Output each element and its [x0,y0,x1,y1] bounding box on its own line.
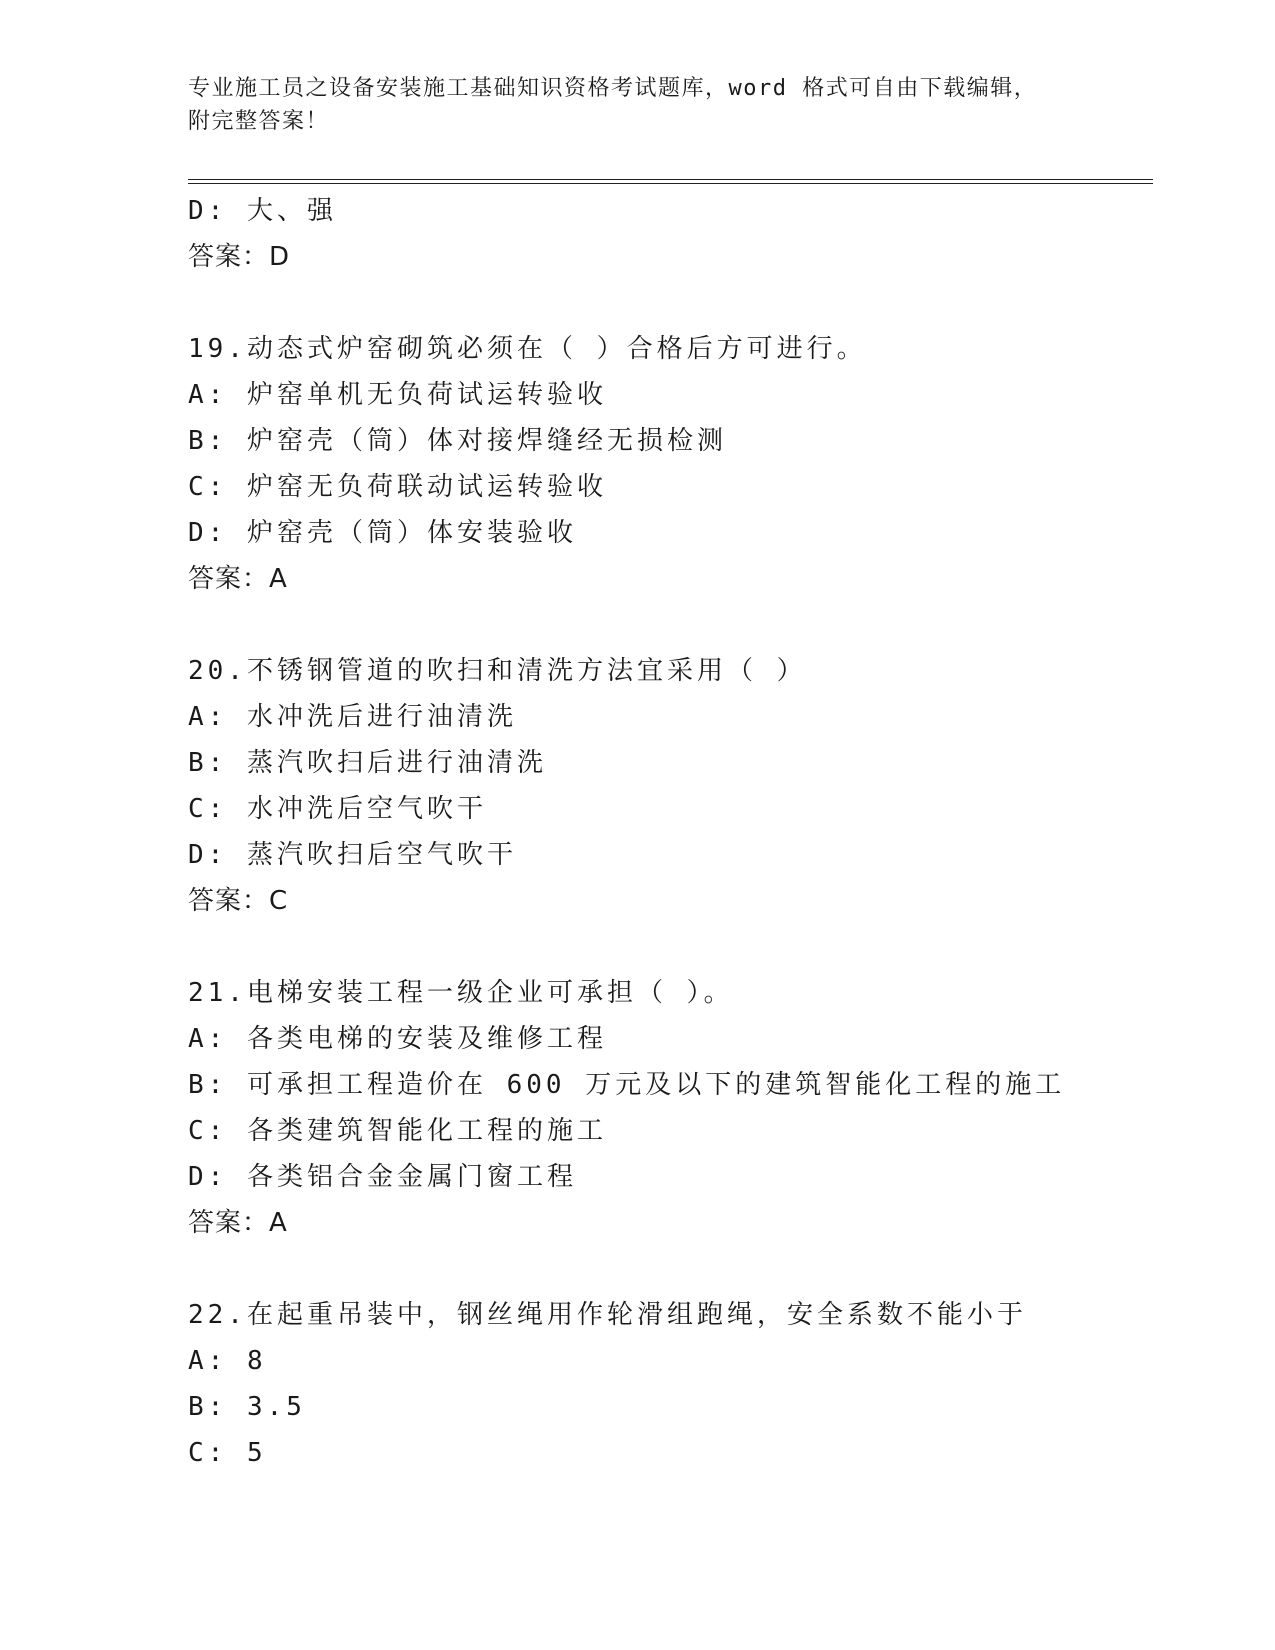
option-a: A: 8 [188,1346,267,1376]
header-divider-top [188,179,1153,180]
option-c: C: 5 [188,1438,267,1468]
answer: 答案：A [188,564,288,594]
option-a: A: 炉窑单机无负荷试运转验收 [188,380,607,410]
q18-answer: 答案：D [188,242,291,272]
option-b: B: 炉窑壳（筒）体对接焊缝经无损检测 [188,426,727,456]
header-title-line-2: 附完整答案！ [188,109,330,134]
option-d: D: 蒸汽吹扫后空气吹干 [188,840,517,870]
spacer [188,602,1153,648]
option-a: A: 各类电梯的安装及维修工程 [188,1024,607,1054]
question-stem: 20.不锈钢管道的吹扫和清洗方法宜采用（ ） [188,656,807,686]
header-title-line-1: 专业施工员之设备安装施工基础知识资格考试题库，word 格式可自由下载编辑， [188,76,1038,101]
option-b: B: 可承担工程造价在 600 万元及以下的建筑智能化工程的施工 [188,1070,1066,1100]
option-d: D: 各类铝合金金属门窗工程 [188,1162,577,1192]
spacer [188,280,1153,326]
option-c: C: 炉窑无负荷联动试运转验收 [188,472,607,502]
question-stem: 22.在起重吊装中，钢丝绳用作轮滑组跑绳，安全系数不能小于 [188,1300,1027,1330]
option-b: B: 蒸汽吹扫后进行油清洗 [188,748,547,778]
question-list [188,188,1153,1476]
option-a: A: 水冲洗后进行油清洗 [188,702,517,732]
option-b: B: 3.5 [188,1392,306,1422]
spacer [188,1246,1153,1292]
q18-option-d: D: 大、强 [188,196,337,226]
question-22 [188,1292,1153,1476]
spacer [188,924,1153,970]
document-header [188,72,1088,138]
option-d: D: 炉窑壳（筒）体安装验收 [188,518,577,548]
answer: 答案：A [188,1208,288,1238]
option-c: C: 各类建筑智能化工程的施工 [188,1116,607,1146]
question-19 [188,326,1153,602]
question-stem: 19.动态式炉窑砌筑必须在（ ）合格后方可进行。 [188,334,867,364]
answer: 答案：C [188,886,289,916]
question-21 [188,970,1153,1246]
header-divider-bottom [188,183,1153,184]
option-c: C: 水冲洗后空气吹干 [188,794,487,824]
question-20 [188,648,1153,924]
question-stem: 21.电梯安装工程一级企业可承担（ ）。 [188,978,734,1008]
